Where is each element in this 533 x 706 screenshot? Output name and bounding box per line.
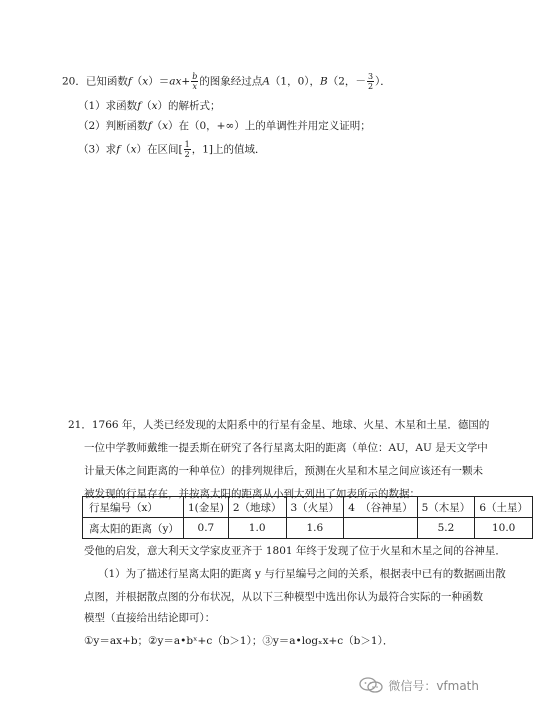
q21-line7: 点图，并根据散点图的分布状况，从以下三种模型中选出你认为最符合实际的一种函数	[84, 591, 483, 603]
watermark	[358, 676, 479, 694]
q20-part3-prefix: （3）求	[78, 143, 117, 156]
q20-pointb-num: 3	[367, 72, 374, 81]
q20-stem-mid: 的图象经过点	[199, 75, 263, 88]
planet-table	[82, 496, 533, 539]
q21-line3: 计量天体之间距离的一种单位）的排列规律后，预测在火星和木星之间应该还有一颗未	[84, 465, 483, 477]
q20-part1-f: f	[137, 100, 142, 112]
q20-part3-f: f	[116, 143, 121, 156]
q21-models: ①y＝ax+b；②y＝a•bˣ+c（b＞1）；③y＝a•logₓx+c（b＞1）．	[84, 635, 394, 647]
q21-line1: 21．1766 年，人类已经发现的太阳系中的行星有金星、地球、火星、木星和土星．德国的	[68, 419, 490, 431]
q20-stem	[62, 72, 391, 91]
table-cell: 5.2	[417, 518, 475, 539]
q21-line6: （1）为了描述行星离太阳的距离 y 与行星编号之间的关系，根据表中已有的数据画出散	[98, 568, 506, 580]
q20-plus: +	[181, 75, 191, 88]
q20-fraction-3-over-2	[367, 72, 374, 91]
q20-part2-f: f	[147, 120, 152, 132]
table-cell: 3（火星）	[286, 497, 344, 518]
q20-point-b-close: ）．	[375, 75, 391, 88]
table-cell: 2（地球）	[228, 497, 286, 518]
q20-pointb-den: 2	[367, 82, 374, 91]
q20-fx-close: ）	[148, 75, 159, 88]
table-cell	[344, 518, 417, 539]
q20-part3	[78, 140, 265, 159]
q20-p3-den: 2	[184, 150, 190, 159]
table-cell: 5（木星）	[417, 497, 475, 518]
q20-fx-var: x	[142, 75, 149, 88]
row2-head: 离太阳的距离（y）	[83, 518, 184, 539]
q20-part2-x: x	[162, 120, 168, 132]
row1-head: 行星编号（x）	[83, 497, 184, 518]
q20-point-a: A	[262, 75, 270, 88]
q20-frac-num: b	[192, 72, 198, 81]
table-cell: 1.6	[286, 518, 344, 539]
q20-part3-x: x	[130, 143, 137, 156]
q20-f: f	[127, 75, 132, 88]
q20-part2-prefix: （2）判断函数	[78, 120, 148, 132]
q20-p3-num: 1	[184, 140, 190, 149]
q20-part3-mid: 在区间[	[147, 143, 183, 156]
q20-eq: ＝	[158, 75, 170, 88]
q21-line2: 一位中学教师戴维一提丢斯在研究了各行星离太阳的距离（单位：AU，AU 是天文学中	[84, 442, 488, 454]
q21-line4: 被发现的行星存在，并按离太阳的距离从小到大列出了如表所示的数据：	[84, 488, 420, 500]
table-cell: 0.7	[183, 518, 228, 539]
q20-part1-x: x	[151, 100, 158, 112]
q20-fraction-b-over-x	[191, 72, 198, 91]
q20-part1-close: ）	[157, 100, 168, 112]
q20-part1-open: （	[141, 100, 152, 112]
table-cell: 10.0	[475, 518, 533, 539]
q20-part3-close: ）	[136, 143, 147, 156]
table-row	[83, 497, 533, 518]
q20-minus: －	[355, 75, 366, 88]
q20-part1-prefix: （1）求函数	[78, 100, 138, 112]
q20-point-b-open: （2，	[327, 75, 356, 88]
table-cell: 4 （谷神星）	[344, 497, 417, 518]
q20-frac-den: x	[192, 82, 197, 91]
q20-part2	[78, 119, 371, 133]
q21-line5: 受他的启发，意大利天文学家皮亚齐于 1801 年终于发现了位于火星和木星之间的谷神星．	[84, 545, 506, 557]
table-cell: 1(金星)	[183, 497, 228, 518]
q20-part3-open: （	[120, 143, 131, 156]
q20-point-a-coord: （1，0），	[269, 75, 321, 88]
q20-part3-tail: ，1]上的值域．	[191, 143, 266, 156]
table-row	[83, 518, 533, 539]
q20-part2-close: ）	[168, 120, 179, 132]
q20-part1	[78, 99, 221, 113]
q21-line8: 模型（直接给出结论即可）：	[84, 612, 216, 624]
q20-part2-open: （	[151, 120, 163, 132]
table-cell: 1.0	[228, 518, 286, 539]
table-cell: 6（土星）	[475, 497, 533, 518]
wechat-icon	[358, 676, 384, 694]
q20-fraction-1-over-2	[184, 140, 191, 159]
q20-stem-prefix: 20．已知函数	[62, 75, 128, 88]
q20-fx-open: （	[131, 75, 143, 88]
q20-point-b: B	[320, 75, 328, 88]
q20-term-ax: ax	[169, 75, 182, 88]
q20-part1-tail: 的解析式；	[168, 100, 221, 112]
q20-part2-tail: 在（0，+∞）上的单调性并用定义证明；	[178, 120, 371, 132]
watermark-text: 微信号：vfmath	[388, 678, 479, 693]
